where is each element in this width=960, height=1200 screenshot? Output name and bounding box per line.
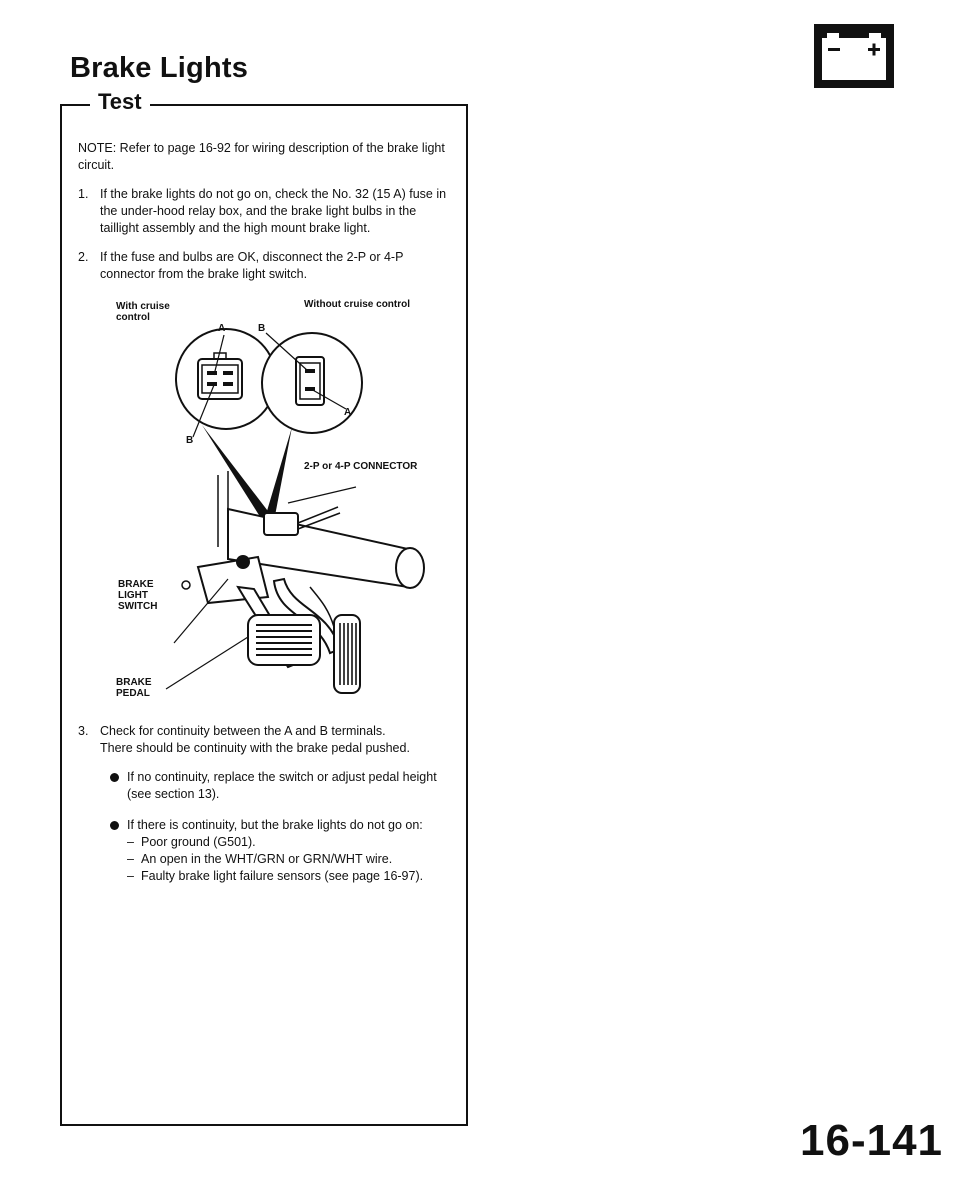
section-title: Test (90, 89, 150, 115)
without-cruise-label: Without cruise control (304, 299, 411, 310)
sub-item (127, 851, 450, 868)
brake-switch-illustration (78, 297, 450, 709)
step-number: 1. (78, 187, 89, 201)
terminal-a-label: A (218, 323, 226, 334)
bullet-text: If no continuity, replace the switch or adjust pedal height (see section 13). (127, 770, 437, 801)
sub-item (127, 834, 450, 851)
page-title: Brake Lights (70, 52, 249, 84)
step-1 (78, 186, 450, 237)
step-number: 3. (78, 724, 89, 738)
step-number: 2. (78, 250, 89, 264)
sub-item-text: Poor ground (G501). (141, 835, 256, 849)
dash-icon: – (127, 869, 134, 883)
bullet-text: If there is continuity, but the brake lights do not go on: (127, 818, 423, 832)
step-text-2: There should be continuity with the brake pedal pushed. (100, 741, 410, 755)
battery-icon (814, 24, 894, 88)
bullet-icon (110, 821, 119, 830)
sub-item-text: An open in the WHT/GRN or GRN/WHT wire. (141, 852, 393, 866)
with-cruise-label: With cruise control (116, 301, 170, 323)
dash-icon: – (127, 835, 134, 849)
brake-switch-diagram (78, 297, 450, 709)
step-text: If the brake lights do not go on, check the No. 32 (15 A) fuse in the under-hood relay box, and the brake light bulbs in the taillight assembly and the high mount brake light. (100, 187, 447, 235)
step-text: Check for continuity between the A and B terminals. (100, 724, 386, 738)
step-2 (78, 249, 450, 283)
brake-pedal-label: BRAKE PEDAL (116, 677, 152, 699)
sub-item-text: Faulty brake light failure sensors (see page 16-97). (141, 869, 424, 883)
dash-icon: – (127, 852, 134, 866)
brake-light-switch-label: BRAKE LIGHT SWITCH (118, 579, 158, 612)
step-text: If the fuse and bulbs are OK, disconnect the 2-P or 4-P connector from the brake light switch. (100, 250, 404, 281)
test-content (78, 140, 450, 911)
sub-item (127, 868, 450, 885)
page-number: 16-141 (800, 1116, 944, 1165)
bullet-item (100, 817, 450, 885)
bullet-icon (110, 773, 119, 782)
terminal-b-label: B (186, 435, 194, 446)
connector-label: 2-P or 4-P CONNECTOR (304, 461, 418, 472)
bullet-item (100, 769, 450, 803)
terminal-a-label: A (344, 407, 352, 418)
terminal-b-label: B (258, 323, 266, 334)
step-3 (78, 723, 450, 899)
note-text: NOTE: Refer to page 16-92 for wiring description of the brake light circuit. (78, 141, 445, 172)
